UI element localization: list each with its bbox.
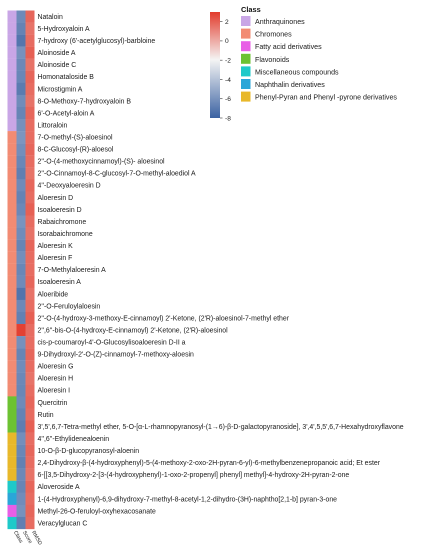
row-label: 7-hydroxy (6'-acetylglucosyl)-barbloine — [37, 38, 156, 46]
cell-class — [8, 517, 17, 529]
colorbar-tick-label: 0 — [225, 38, 229, 46]
cell-score — [17, 47, 26, 59]
cell-rmsd — [26, 348, 35, 360]
cell-class — [8, 469, 17, 481]
row-label: Littoraloin — [37, 122, 68, 130]
cell-class — [8, 107, 17, 119]
row-label: 2''-O-(4-methoxycinnamoyl)-(S)- aloesinol — [37, 158, 165, 166]
cell-score — [17, 396, 26, 408]
legend-swatch — [241, 79, 251, 89]
row-label: Aloeresin D — [37, 194, 74, 202]
legend-swatch — [241, 29, 251, 39]
legend-label: Anthraquinones — [255, 18, 305, 26]
cell-class — [8, 264, 17, 276]
cell-rmsd — [26, 59, 35, 71]
legend-swatch — [241, 92, 251, 102]
cell-rmsd — [26, 493, 35, 505]
cell-rmsd — [26, 360, 35, 372]
colorbar — [210, 12, 231, 122]
cell-rmsd — [26, 23, 35, 35]
cell-score — [17, 167, 26, 179]
cell-score — [17, 107, 26, 119]
row-label: Microstigmin A — [37, 86, 83, 94]
cell-class — [8, 360, 17, 372]
row-label: Veracylglucan C — [37, 520, 88, 528]
legend-swatch — [241, 16, 251, 26]
cell-score — [17, 505, 26, 517]
cell-class — [8, 155, 17, 167]
row-label: 8-O-Methoxy-7-hydroxyaloin B — [37, 98, 131, 106]
cell-class — [8, 372, 17, 384]
column-label: RMSD — [30, 530, 43, 547]
cell-score — [17, 360, 26, 372]
cell-score — [17, 179, 26, 191]
column-labels — [12, 530, 43, 546]
cell-rmsd — [26, 71, 35, 83]
cell-rmsd — [26, 505, 35, 517]
cell-class — [8, 493, 17, 505]
cell-class — [8, 203, 17, 215]
row-label: 6'-O-Acetyl-aloin A — [37, 110, 95, 118]
colorbar-tick-label: 2 — [225, 18, 229, 26]
cell-score — [17, 348, 26, 360]
cell-class — [8, 324, 17, 336]
cell-class — [8, 47, 17, 59]
cell-rmsd — [26, 203, 35, 215]
legend-label: Miscellaneous compounds — [255, 68, 339, 77]
cell-rmsd — [26, 469, 35, 481]
colorbar-tick-label: -8 — [225, 115, 231, 123]
cell-score — [17, 408, 26, 420]
cell-score — [17, 517, 26, 529]
cell-class — [8, 240, 17, 252]
row-label: 5-Hydroxyaloin A — [37, 25, 90, 33]
cell-class — [8, 348, 17, 360]
legend-swatch — [241, 54, 251, 64]
row-label: Isoaloeresin A — [37, 279, 81, 287]
cell-rmsd — [26, 119, 35, 131]
cell-score — [17, 433, 26, 445]
cell-score — [17, 276, 26, 288]
legend-label: Chromones — [255, 30, 292, 39]
row-label: Isoaloeresin D — [37, 206, 82, 214]
cell-score — [17, 312, 26, 324]
cell-class — [8, 131, 17, 143]
cell-class — [8, 276, 17, 288]
row-label: Quercitrin — [37, 399, 68, 407]
cell-class — [8, 384, 17, 396]
cell-rmsd — [26, 433, 35, 445]
row-label: 1-(4-Hydroxyphenyl)-6,9-dihydroxy-7-methyl-8-acetyl-1,2-dihydro-(3H)-naphtho[2,1-b] pyran-3-one — [37, 496, 337, 504]
cell-score — [17, 252, 26, 264]
row-label: 2'',6''-bis-O-(4-hydroxy-E-cinnamoyl) 2'-Ketone, (2'R)-aloesinol — [37, 327, 228, 335]
row-label: 2,4-Dihydroxy-β-(4-hydroxyphenyl)-5-(4-methoxy-2-oxo-2H-pyran-6-yl)-6-methylbenzenepropanoic acid; Et ester — [37, 460, 380, 468]
legend-label: Naphthalin derivatives — [255, 81, 325, 89]
cell-score — [17, 131, 26, 143]
cell-score — [17, 23, 26, 35]
cell-rmsd — [26, 288, 35, 300]
row-label: Aloeresin G — [37, 363, 74, 371]
cell-score — [17, 155, 26, 167]
legend-label: Phenyl-Pyran and Phenyl -pyrone derivatives — [255, 93, 397, 102]
cell-score — [17, 203, 26, 215]
row-label: Isorabaichromone — [37, 230, 93, 238]
row-label: Methyl-26-O-feruloyl-oxyhexacosanate — [37, 508, 156, 516]
cell-rmsd — [26, 336, 35, 348]
cell-class — [8, 83, 17, 95]
cell-rmsd — [26, 408, 35, 420]
cell-class — [8, 95, 17, 107]
row-label: 3',5',6,7-Tetra-methyl ether, 5-O-[α-L-rhamnopyranosyl-(1→6)-β-D-galactopyranoside], 3',4',5,5',6,7-Hexahydroxyflavone — [37, 423, 404, 431]
cell-rmsd — [26, 167, 35, 179]
cell-rmsd — [26, 372, 35, 384]
cell-rmsd — [26, 191, 35, 203]
cell-rmsd — [26, 240, 35, 252]
legend-swatch — [241, 66, 251, 76]
cell-class — [8, 445, 17, 457]
cell-class — [8, 252, 17, 264]
cell-class — [8, 300, 17, 312]
row-label: Aloeresin I — [37, 387, 71, 395]
cell-rmsd — [26, 143, 35, 155]
cell-score — [17, 457, 26, 469]
cell-rmsd — [26, 457, 35, 469]
cell-class — [8, 119, 17, 131]
colorbar-tick-label: -4 — [225, 76, 231, 84]
cell-rmsd — [26, 215, 35, 227]
row-label: 7-O-methyl-(S)-aloesinol — [37, 134, 113, 142]
colorbar-tick-label: -6 — [225, 96, 231, 104]
cell-score — [17, 469, 26, 481]
cell-score — [17, 288, 26, 300]
row-label: 9-Dihydroxyl-2'-O-(Z)-cinnamoyl-7-methoxy-aloesin — [37, 351, 194, 359]
cell-score — [17, 493, 26, 505]
row-label: 7-O-Methylaloeresin A — [37, 267, 106, 275]
row-label: Aloeresin H — [37, 375, 74, 383]
column-label: Class — [12, 530, 24, 545]
cell-class — [8, 23, 17, 35]
cell-rmsd — [26, 47, 35, 59]
cell-class — [8, 457, 17, 469]
cell-class — [8, 312, 17, 324]
cell-score — [17, 95, 26, 107]
cell-score — [17, 240, 26, 252]
cell-score — [17, 324, 26, 336]
row-label: cis-p-coumaroyl-4'-O-Glucosylisoaloeresin D-II a — [37, 339, 186, 347]
cell-score — [17, 420, 26, 432]
cell-rmsd — [26, 179, 35, 191]
cell-class — [8, 215, 17, 227]
cell-score — [17, 11, 26, 23]
row-label: 2''-O-(4-hydroxy-3-methoxy-E-cinnamoyl) 2'-Ketone, (2'R)-aloesinol-7-methyl ether — [37, 315, 289, 323]
cell-rmsd — [26, 445, 35, 457]
cell-score — [17, 119, 26, 131]
row-label: 2''-O-Cinnamoyl-8-C-glucosyl-7-O-methyl-aloediol A — [37, 170, 196, 178]
cell-score — [17, 372, 26, 384]
cell-class — [8, 71, 17, 83]
cell-rmsd — [26, 396, 35, 408]
cell-rmsd — [26, 95, 35, 107]
cell-class — [8, 336, 17, 348]
legend-label: Fatty acid derivatives — [255, 43, 322, 52]
legend-title: Class — [241, 5, 261, 14]
column-label: Score — [21, 530, 34, 545]
cell-rmsd — [26, 324, 35, 336]
cell-rmsd — [26, 11, 35, 23]
cell-rmsd — [26, 252, 35, 264]
row-label: 4'',6''-Ethylidenealoenin — [37, 435, 110, 443]
cell-rmsd — [26, 264, 35, 276]
cell-score — [17, 264, 26, 276]
row-label: 4''-Deoxyaloeresin D — [37, 182, 101, 190]
heatmap-cells — [8, 11, 35, 530]
colorbar-tick-label: -2 — [225, 57, 231, 65]
row-label: Aloeresin F — [37, 255, 73, 263]
row-label: Nataloin — [37, 13, 63, 21]
row-label: Aloveroside A — [37, 484, 80, 492]
cell-rmsd — [26, 228, 35, 240]
row-label: Aloeribide — [37, 291, 69, 299]
cell-rmsd — [26, 276, 35, 288]
cell-score — [17, 300, 26, 312]
cell-class — [8, 228, 17, 240]
cell-rmsd — [26, 155, 35, 167]
cell-class — [8, 11, 17, 23]
cell-class — [8, 481, 17, 493]
cell-score — [17, 228, 26, 240]
legend-label: Flavonoids — [255, 55, 290, 64]
cell-score — [17, 59, 26, 71]
row-label: Aloinoside C — [37, 62, 77, 70]
row-label: Rutin — [37, 411, 54, 419]
cell-rmsd — [26, 83, 35, 95]
cell-rmsd — [26, 384, 35, 396]
cell-score — [17, 481, 26, 493]
row-label: 2''-O-Feruloylaloesin — [37, 303, 101, 311]
row-label: Aloeresin K — [37, 243, 73, 251]
cell-class — [8, 167, 17, 179]
cell-rmsd — [26, 517, 35, 529]
cell-class — [8, 505, 17, 517]
cell-score — [17, 336, 26, 348]
legend-swatch — [241, 41, 251, 51]
cell-class — [8, 396, 17, 408]
cell-rmsd — [26, 107, 35, 119]
cell-class — [8, 433, 17, 445]
colorbar-gradient — [210, 12, 220, 118]
cell-class — [8, 191, 17, 203]
row-label: 8-C-Glucosyl-(R)-aloesol — [37, 146, 114, 154]
cell-score — [17, 384, 26, 396]
cell-rmsd — [26, 300, 35, 312]
row-label: Aloinoside A — [37, 50, 76, 58]
row-label: 6-[[3,5-Dihydroxy-2-[3-(4-hydroxyphenyl)-1-oxo-2-propenyl] phenyl] methyl]-4-hydroxy-2H-pyran-2-one — [37, 472, 350, 480]
cell-class — [8, 59, 17, 71]
cell-class — [8, 288, 17, 300]
class-legend — [241, 5, 397, 102]
cell-class — [8, 420, 17, 432]
row-label: Rabaichromone — [37, 218, 87, 226]
cell-rmsd — [26, 312, 35, 324]
cell-class — [8, 179, 17, 191]
cell-class — [8, 143, 17, 155]
cell-rmsd — [26, 481, 35, 493]
cell-score — [17, 143, 26, 155]
row-label: 10-O-β-D-glucopyranosyl-aloenin — [37, 448, 140, 456]
row-label: Homonataloside B — [37, 74, 94, 82]
cell-score — [17, 215, 26, 227]
cell-score — [17, 71, 26, 83]
row-labels — [38, 14, 404, 527]
cell-class — [8, 35, 17, 47]
cell-score — [17, 83, 26, 95]
cell-rmsd — [26, 420, 35, 432]
cell-score — [17, 191, 26, 203]
cell-rmsd — [26, 35, 35, 47]
cell-rmsd — [26, 131, 35, 143]
cell-score — [17, 445, 26, 457]
cell-score — [17, 35, 26, 47]
cell-class — [8, 408, 17, 420]
